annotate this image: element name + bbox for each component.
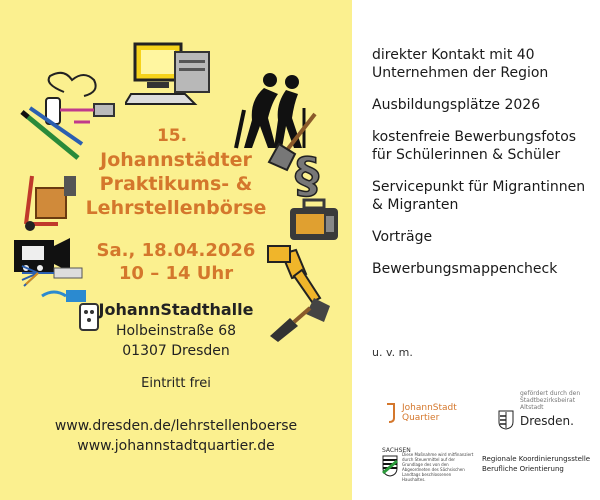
- website-link[interactable]: www.dresden.de/lehrstellenboerse: [54, 418, 298, 434]
- feature-list: [372, 46, 600, 292]
- logo-text: JohannStadt: [402, 403, 457, 413]
- fair-title-line: Johannstädter: [100, 149, 252, 171]
- sachsen-crest-icon: [382, 455, 398, 477]
- feature-item: kostenfreie Bewerbungsfotos für Schülerinnen & Schüler: [372, 129, 577, 163]
- johannstadt-logo-icon: [384, 402, 398, 424]
- website-link[interactable]: www.johannstadtquartier.de: [77, 438, 275, 454]
- entry-note: Eintritt frei: [141, 376, 211, 391]
- funding-note: gefördert durch den Stadtbezirksbeirat Altstadt: [520, 390, 581, 411]
- venue-street: Holbeinstraße 68: [115, 323, 237, 339]
- feature-item: Ausbildungsplätze 2026: [372, 97, 541, 113]
- rko-text: Regionale Koordinierungsstelle: [482, 455, 591, 463]
- johannstadt-quartier-logo: [402, 403, 457, 423]
- fair-edition: 15.: [156, 126, 188, 146]
- computer-icon: [125, 38, 215, 108]
- fair-title-line: Praktikums- &: [99, 173, 253, 195]
- sachsen-funding-text: Diese Maßnahme wird mitfinanziert durch Steuermittel auf der Grundlage des von den Abgeordneten des Sächsischen Landtags beschlossenen Haushaltes.: [402, 452, 474, 482]
- sachsen-logo-text: SACHSEN: [382, 447, 411, 454]
- feature-item: Bewerbungsmappencheck: [372, 261, 558, 277]
- more-note: u. v. m.: [372, 346, 413, 359]
- svg-text:§: §: [295, 148, 319, 200]
- fair-date: Sa., 18.04.2026: [96, 240, 256, 261]
- dresden-crest-icon: [498, 410, 514, 430]
- feature-item: direkter Kontakt mit 40 Unternehmen der Region: [372, 47, 549, 81]
- venue-city: 01307 Dresden: [122, 343, 230, 359]
- fair-title: [0, 148, 352, 220]
- feature-item: Servicepunkt für Migrantinnen & Migranten: [372, 179, 586, 213]
- venue-name: JohannStadthalle: [98, 300, 254, 319]
- dresden-logo: Dresden.: [520, 414, 574, 428]
- rko-text: Berufliche Orientierung: [482, 465, 564, 473]
- fair-time: 10 – 14 Uhr: [118, 263, 234, 284]
- rko-logo: [482, 454, 590, 474]
- feature-item: Vorträge: [372, 229, 433, 245]
- logo-text: Quartier: [402, 413, 440, 423]
- info-panel: [352, 0, 600, 500]
- fair-title-line: Lehrstellenbörse: [85, 197, 267, 219]
